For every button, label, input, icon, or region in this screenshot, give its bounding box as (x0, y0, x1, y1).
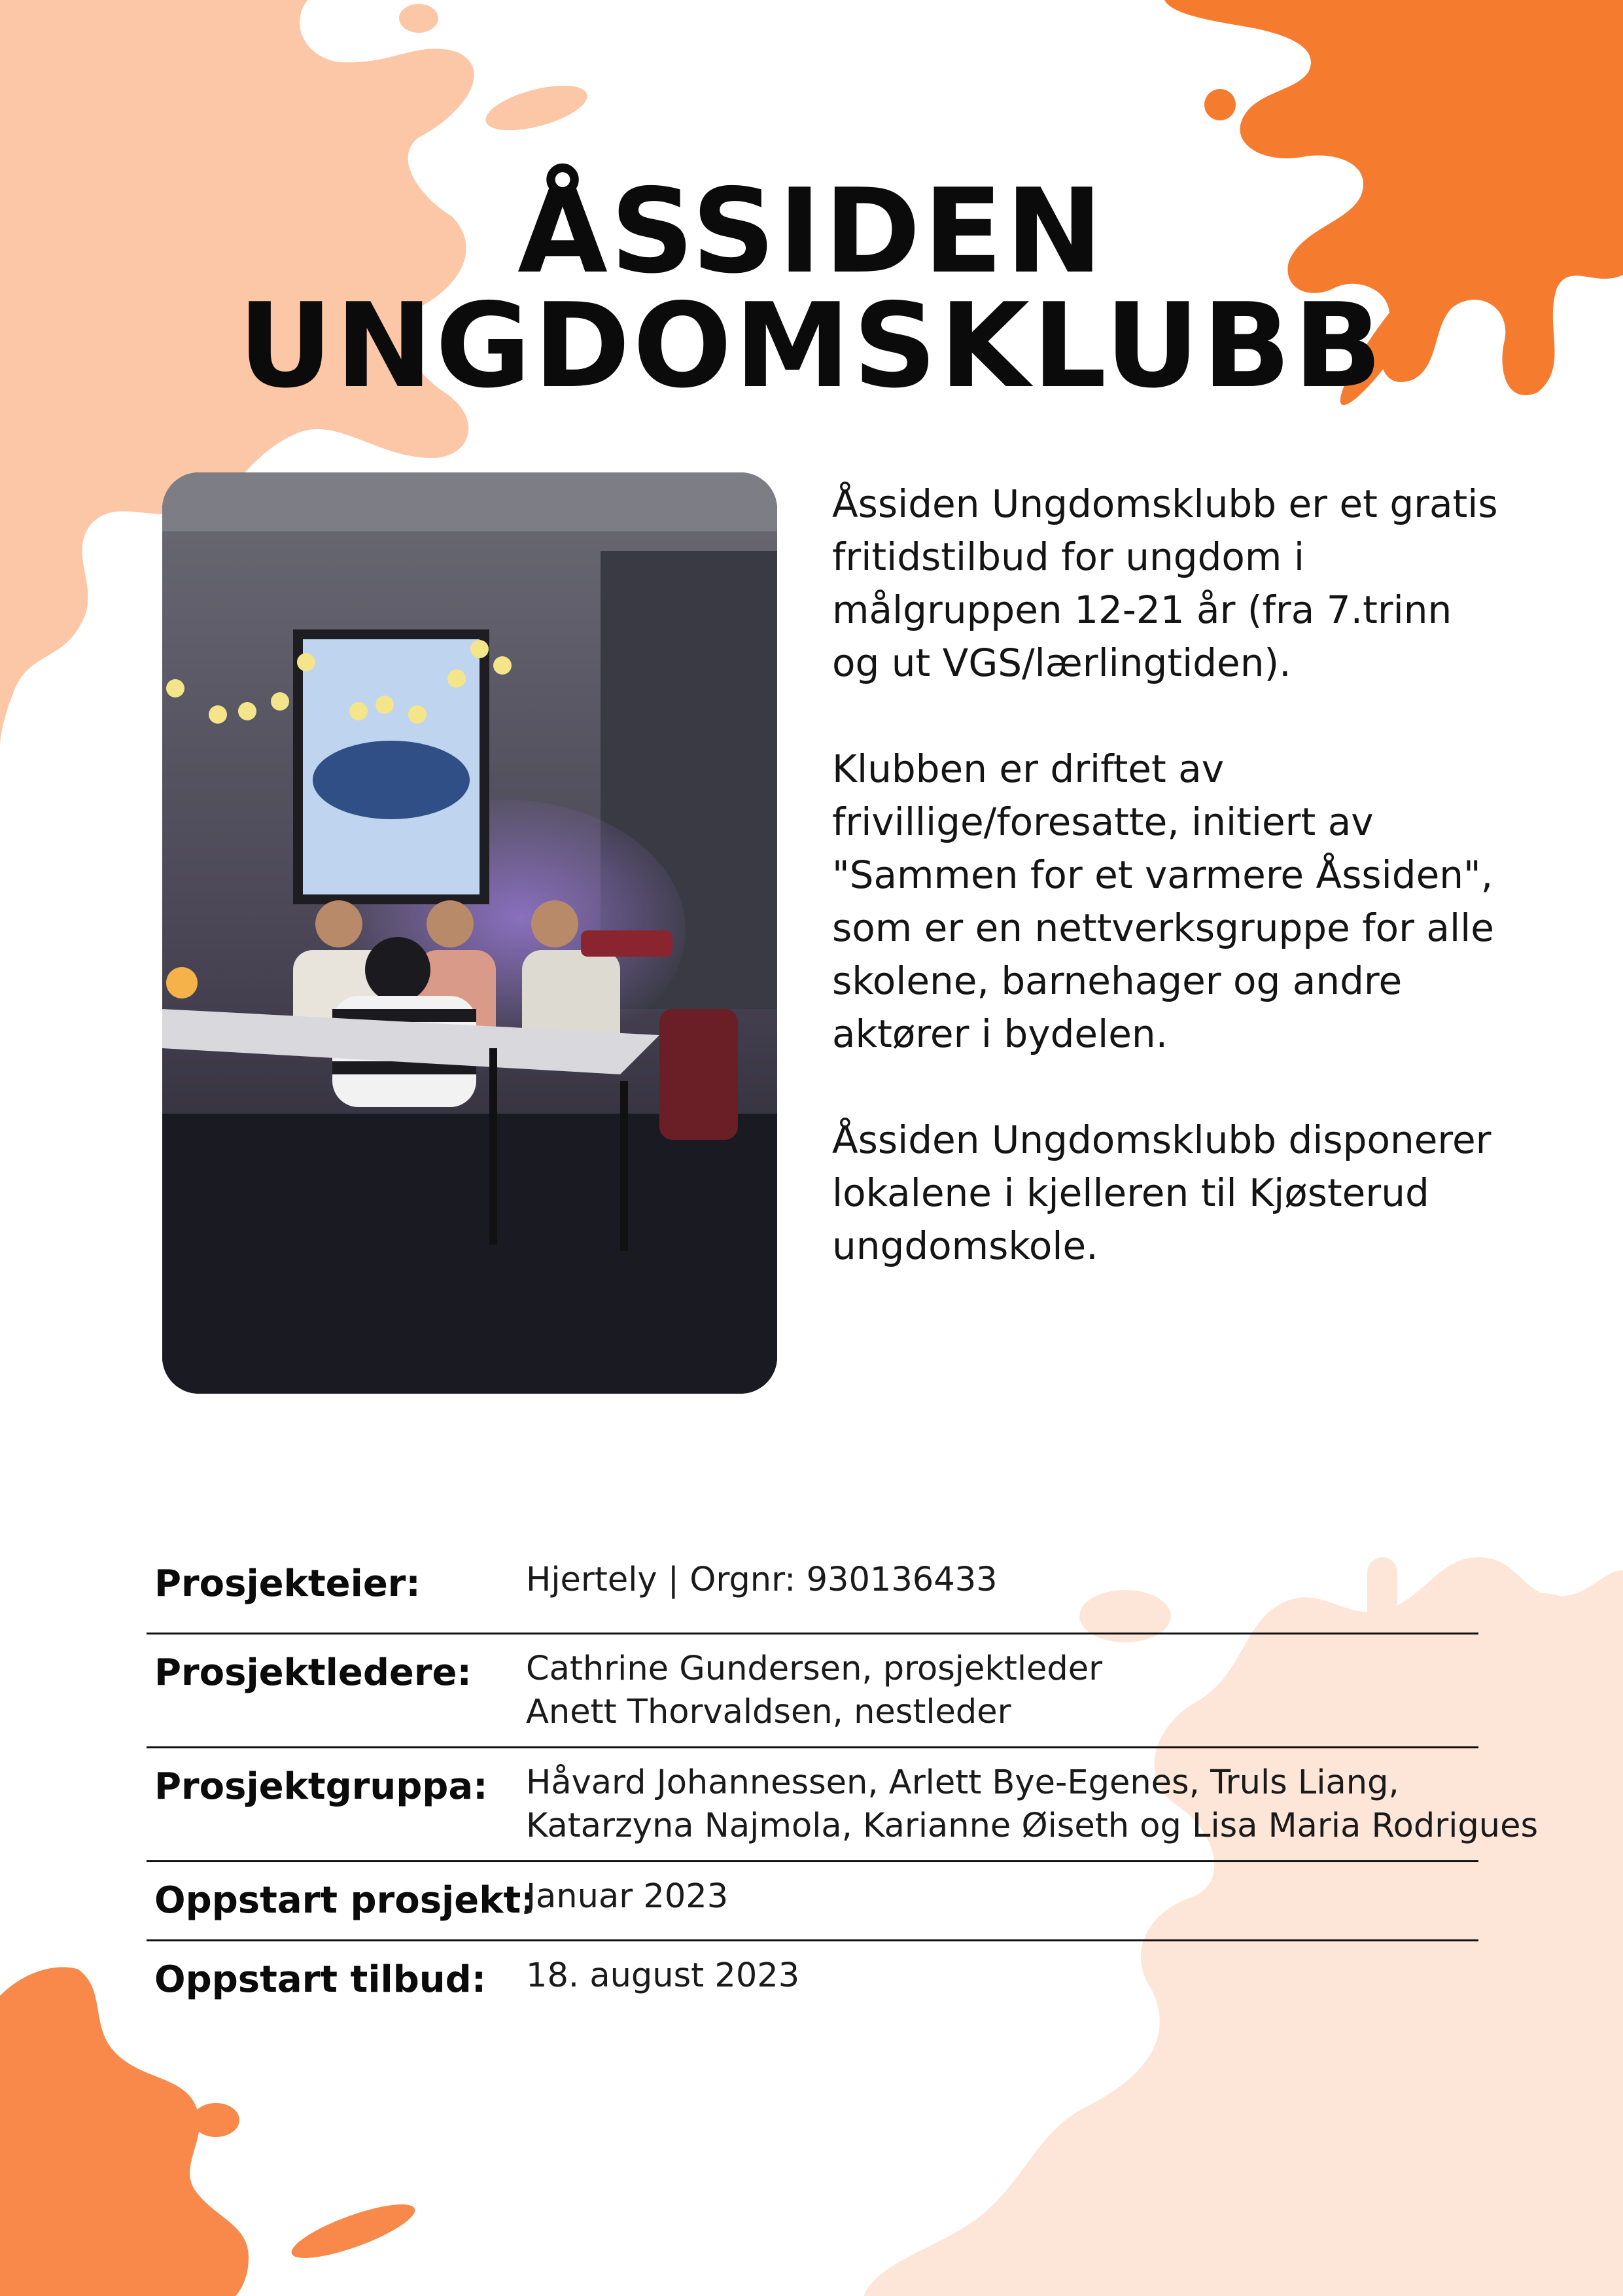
info-value-line: Hjertely | Orgnr: 930136433 (526, 1561, 998, 1599)
info-value-line: Cathrine Gundersen, prosjektleder (526, 1650, 1103, 1688)
club-photo (162, 472, 777, 1394)
intro-paragraph-2: Klubben er driftet av frivillige/foresatte, initiert av "Sammen for et varmere Åssiden", som er en nettverksgruppe for alle skolene, barnehager og andre aktører i bydelen. (832, 747, 1494, 1056)
club-photo-image (162, 472, 777, 1394)
info-value (526, 1954, 799, 1998)
info-value (526, 1648, 1102, 1734)
info-value-line: Katarzyna Najmola, Karianne Øiseth og Lisa Maria Rodrigues (526, 1807, 1539, 1845)
info-value-line: Januar 2023 (526, 1877, 729, 1916)
info-row-oppstart-tilbud (147, 1941, 1478, 2019)
info-label: Prosjektledere: (154, 1651, 472, 1694)
page-title-line-1: ÅSSIDEN (517, 164, 1106, 299)
intro-paragraph-1: Åssiden Ungdomsklubb er et gratis fritidstilbud for ungdom i målgruppen 12-21 år (fra 7.trinn og ut VGS/lærlingtiden). (832, 482, 1498, 685)
info-value (526, 1875, 728, 1918)
info-value-line: Håvard Johannessen, Arlett Bye-Egenes, Truls Liang, (526, 1763, 1399, 1802)
top-left-drop-1 (481, 77, 591, 139)
bottom-left-drop-2 (192, 2103, 239, 2137)
info-value-line: Anett Thorvaldsen, nestleder (526, 1693, 1011, 1731)
info-row-oppstart-prosjekt (147, 1862, 1478, 1941)
info-value (526, 1761, 1538, 1848)
top-left-drop-2 (399, 4, 438, 33)
info-label: Prosjekteier: (154, 1563, 421, 1605)
info-row-prosjektledere (147, 1634, 1478, 1748)
info-value (526, 1559, 998, 1602)
project-info-table (147, 1545, 1539, 2019)
info-label: Oppstart prosjekt: (154, 1879, 536, 1922)
intro-paragraph-3: Åssiden Ungdomsklubb disponerer lokalene i kjelleren til Kjøsterud ungdomskole. (832, 1118, 1492, 1268)
info-label: Oppstart tilbud: (154, 1958, 487, 2001)
info-row-prosjekteier (147, 1545, 1478, 1634)
info-value-line: 18. august 2023 (526, 1956, 800, 1995)
intro-text (832, 478, 1499, 1326)
info-row-prosjektgruppa (147, 1748, 1539, 1862)
bottom-right-drop-2 (1508, 1593, 1580, 1646)
bottom-left-drop-1 (287, 2194, 420, 2269)
page-title-line-2: UNGDOMSKLUBB (238, 278, 1385, 414)
info-label: Prosjektgruppa: (154, 1765, 488, 1808)
top-right-drop-1 (1204, 89, 1236, 120)
